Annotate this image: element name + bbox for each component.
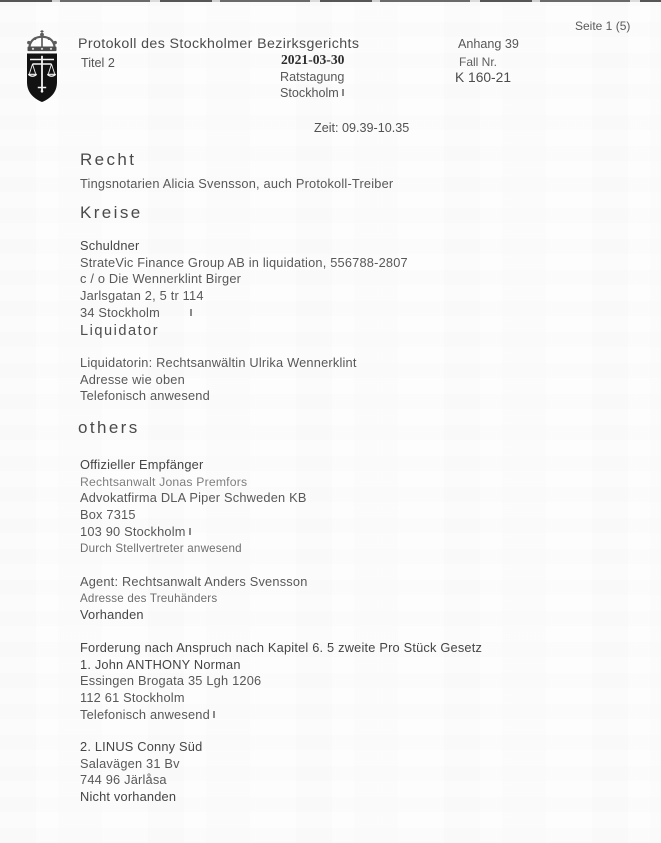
claimant2-street-line: Salavägen 31 Bv bbox=[80, 755, 180, 771]
section-debtor bbox=[80, 238, 408, 340]
hearing-type: Ratstagung bbox=[280, 70, 345, 84]
hearing-date: 2021-03-30 bbox=[281, 52, 345, 67]
section-claims bbox=[80, 640, 482, 724]
claimant2-presence-line: Nicht vorhanden bbox=[80, 789, 177, 805]
claimant1-presence-line: Telefonisch anwesend bbox=[80, 707, 482, 724]
section-official-receiver bbox=[80, 457, 307, 557]
section-liquidator bbox=[80, 355, 357, 405]
section-heading-kreise: Kreise bbox=[80, 203, 143, 222]
receiver-label: Offizieller Empfänger bbox=[80, 457, 204, 472]
section-claimant2 bbox=[80, 739, 202, 806]
receiver-city-line: 103 90 Stockholm bbox=[80, 524, 307, 541]
page-indicator: Seite 1 (5) bbox=[575, 19, 631, 33]
coat-of-arms-icon bbox=[22, 30, 62, 103]
debtor-company-line: StrateVic Finance Group AB in liquidation, 556788-2807 bbox=[80, 254, 408, 270]
hearing-time: Zeit: 09.39-10.35 bbox=[314, 121, 410, 135]
receiver-firm-line: Advokatfirma DLA Piper Schweden KB bbox=[80, 490, 307, 506]
liquidator-name-line: Liquidatorin: Rechtsanwältin Ulrika Wennerklint bbox=[80, 355, 357, 370]
case-number-label: Fall Nr. bbox=[459, 55, 498, 69]
debtor-city-line: 34 Stockholm bbox=[80, 305, 408, 322]
receiver-name-line: Rechtsanwalt Jonas Premfors bbox=[80, 474, 248, 489]
claimant2-name-line: 2. LINUS Conny Süd bbox=[80, 739, 203, 754]
claimant2-city-line: 744 96 Järlåsa bbox=[80, 772, 167, 788]
receiver-box-line: Box 7315 bbox=[80, 507, 136, 523]
debtor-label: Schuldner bbox=[80, 238, 140, 253]
claimant1-name-line: 1. John ANTHONY Norman bbox=[80, 656, 241, 672]
agent-presence-line: Vorhanden bbox=[80, 607, 144, 623]
agent-address-line: Adresse des Treuhänders bbox=[80, 591, 218, 605]
debtor-street-line: Jarlsgatan 2, 5 tr 114 bbox=[80, 288, 204, 304]
receiver-presence-line: Durch Stellvertreter anwesend bbox=[80, 541, 242, 555]
agent-name-line: Agent: Rechtsanwalt Anders Svensson bbox=[80, 574, 308, 589]
scan-edge-artifact bbox=[0, 0, 661, 2]
liquidator-address-line: Adresse wie oben bbox=[80, 371, 185, 387]
section-agent bbox=[80, 574, 308, 624]
annex-number: Anhang 39 bbox=[458, 37, 519, 51]
court-unit: Titel 2 bbox=[81, 56, 115, 70]
section-heading-recht: Recht bbox=[80, 150, 137, 169]
liquidator-subheading: Liquidator bbox=[80, 322, 160, 339]
claimant1-city-line: 112 61 Stockholm bbox=[80, 690, 185, 706]
liquidator-presence-line: Telefonisch anwesend bbox=[80, 388, 210, 404]
claims-intro-line: Forderung nach Anspruch nach Kapitel 6. 5 zweite Pro Stück Gesetz bbox=[80, 640, 483, 655]
court-coat-of-arms-logo bbox=[22, 30, 62, 103]
claimant1-street-line: Essingen Brogata 35 Lgh 1206 bbox=[80, 673, 262, 689]
case-number: K 160-21 bbox=[455, 70, 511, 85]
court-clerk-line: Tingsnotarien Alicia Svensson, auch Protokoll-Treiber bbox=[80, 176, 394, 191]
section-heading-others: others bbox=[78, 418, 140, 437]
section-court bbox=[80, 150, 393, 193]
document-title: Protokoll des Stockholmer Bezirksgerichts bbox=[78, 36, 360, 52]
hearing-location: Stockholm bbox=[280, 86, 344, 100]
debtor-co-line: c / o Die Wennerklint Birger bbox=[80, 271, 242, 287]
